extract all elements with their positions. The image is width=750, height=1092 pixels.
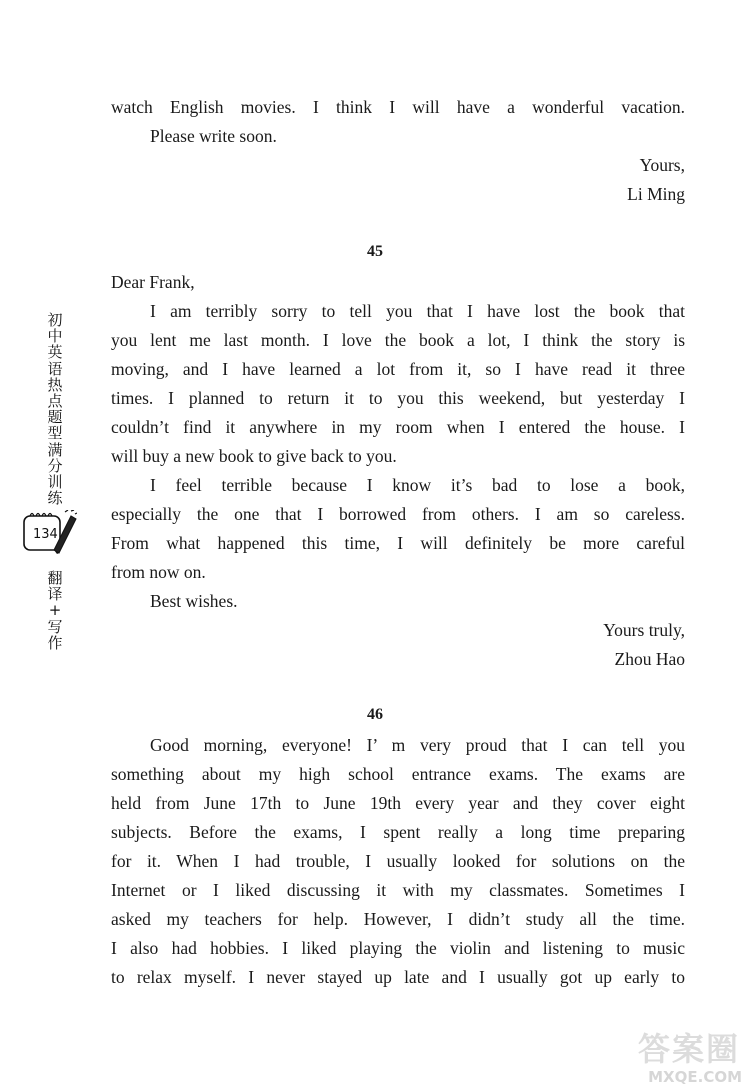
section-char: 作: [47, 633, 63, 652]
text-line: will buy a new book to give back to you.: [111, 446, 397, 466]
signature: Zhou Hao: [614, 649, 685, 669]
text-line: I also had hobbies. I liked playing the violin and listening to music: [111, 938, 685, 958]
text-line: From what happened this time, I will definitely be more careful: [111, 533, 685, 553]
text-line: subjects. Before the exams, I spent really a long time preparing: [111, 822, 685, 842]
text-line: Please write soon.: [150, 126, 277, 146]
section-number: 46: [367, 706, 383, 723]
text-line: held from June 17th to June 19th every year and they cover eight: [111, 793, 685, 813]
salutation: Dear Frank,: [111, 272, 195, 292]
text-line: I feel terrible because I know it’s bad to lose a book,: [150, 475, 685, 495]
book-title-vertical: [40, 312, 70, 506]
title-char: 中: [47, 327, 63, 346]
text-line: I am terribly sorry to tell you that I have lost the book that: [150, 301, 685, 321]
title-char: 题: [47, 408, 63, 427]
text-line: from now on.: [111, 562, 206, 582]
closing: Yours,: [639, 155, 685, 175]
section-char: 写: [47, 617, 63, 636]
section-char: 翻: [47, 569, 63, 587]
section-char: +: [48, 601, 62, 620]
text-line: you lent me last month. I love the book a lot, I think the story is: [111, 330, 685, 350]
text-line: moving, and I have learned a lot from it, so I have read it three: [111, 359, 685, 379]
title-char: 分: [47, 456, 63, 475]
watermark-logo: [609, 1024, 744, 1086]
text-line: Good morning, everyone! I’ m very proud that I can tell you: [150, 735, 685, 755]
section-44-tail: [111, 93, 685, 209]
section-46-speech: [111, 731, 685, 992]
text-line: Internet or I liked discussing it with my classmates. Sometimes I: [111, 880, 685, 900]
title-char: 型: [47, 424, 63, 443]
watermark-top: 答案圈: [637, 1030, 740, 1068]
text-line: to relax myself. I never stayed up late and I usually got up early to: [111, 967, 685, 987]
section-char: 译: [47, 585, 63, 604]
text-line: times. I planned to return it to you this weekend, but yesterday I: [111, 388, 685, 408]
wishes: Best wishes.: [150, 591, 238, 611]
text-line: watch English movies. I think I will have a wonderful vacation.: [111, 97, 685, 117]
title-char: 英: [47, 343, 63, 362]
text-line: something about my high school entrance exams. The exams are: [111, 764, 685, 784]
text-line: for it. When I had trouble, I usually looked for solutions on the: [111, 851, 685, 871]
section-label-vertical: [40, 570, 70, 651]
title-char: 初: [47, 311, 63, 329]
title-char: 热: [47, 375, 63, 394]
section-45-letter: [111, 268, 685, 674]
title-char: 满: [47, 440, 63, 459]
title-char: 语: [47, 359, 63, 378]
text-line: couldn’t find it anywhere in my room when I entered the house. I: [111, 417, 685, 437]
page-number: 134: [33, 527, 58, 542]
text-line: especially the one that I borrowed from others. I am so careless.: [111, 504, 685, 524]
title-char: 练: [47, 489, 63, 508]
text-line: asked my teachers for help. However, I didn’t study all the time.: [111, 909, 685, 929]
signature: Li Ming: [627, 184, 685, 204]
section-number: 45: [367, 243, 383, 260]
watermark-bottom: MXQE.COM: [648, 1068, 742, 1086]
title-char: 训: [47, 473, 63, 492]
title-char: 点: [47, 392, 63, 411]
closing: Yours truly,: [603, 620, 685, 640]
